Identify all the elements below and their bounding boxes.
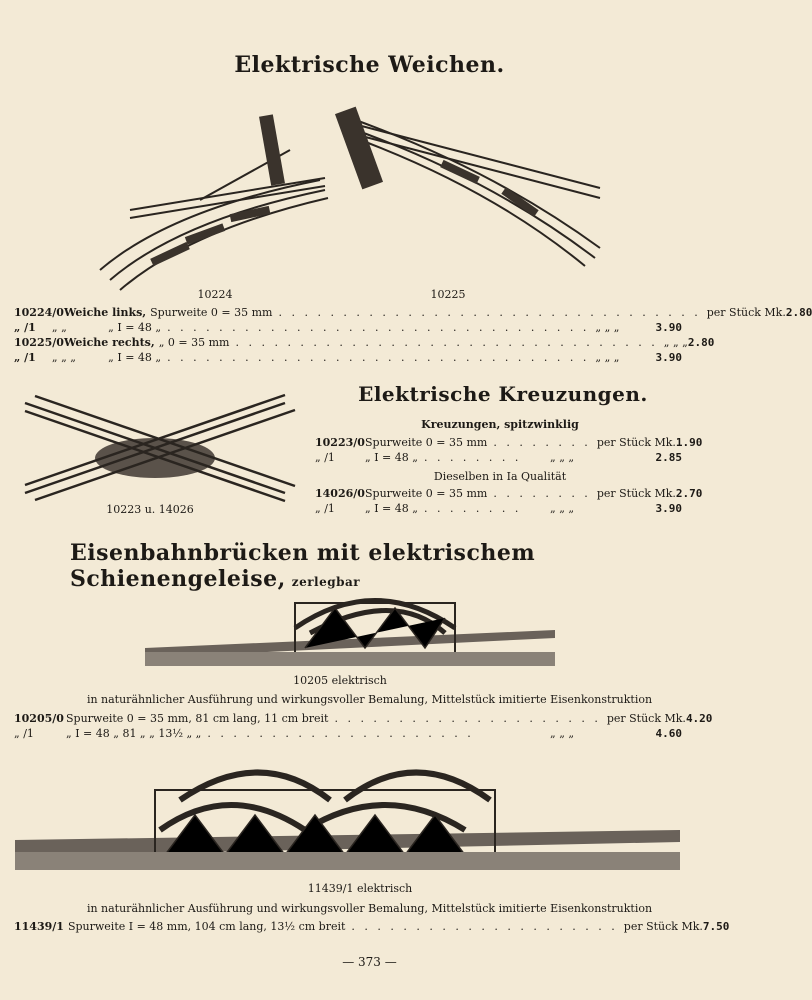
price-row: „ /1 „ „ „ „ I = 48 „ . . . . . . . . . . . . . . . . . . . . . . . . . . . . . . . . . „ „ „ 3.90 [14,351,682,364]
caption-crossing: 10223 u. 14026 [106,503,194,516]
page-number: — 373 — [342,955,397,969]
weichen-heading: Elektrische Weichen. [234,52,505,78]
bruecken-title-suffix: zerlegbar [291,575,361,589]
price-value: 4.20 [685,712,713,725]
article-number: 11439/1 [14,920,64,933]
price-row: „ /1 „ I = 48 „ . . . . . . . . „ „ „ 2.85 [315,451,682,464]
price-value: 3.90 [655,321,682,334]
switch-lever-icon [335,107,383,190]
article-spec: Spurweite 0 = 35 mm [150,306,273,319]
article-name: Weiche links, [63,306,147,319]
price-value: 2.70 [675,487,703,500]
price-unit: per Stück Mk. [623,920,703,933]
article-number: „ /1 [315,451,335,464]
price-row: 10223/0 Spurweite 0 = 35 mm . . . . . . . . per Stück Mk. 1.90 [315,436,703,449]
price-value: 3.90 [655,351,682,364]
kreuzungen-heading: Elektrische Kreuzungen. [358,382,648,406]
caption-bridge-10205: 10205 elektrisch [293,674,387,687]
article-spec: Spurweite 0 = 35 mm, 81 cm lang, 11 cm breit [66,712,329,725]
article-spec: Spurweite I = 48 mm, 104 cm lang, 13½ cm breit [67,920,346,933]
article-spec: „ 0 = 35 mm [158,336,230,349]
price-unit: per Stück Mk. [706,306,786,319]
bridge-10205-illustration [145,578,555,670]
article-number: 10224/0 [14,306,64,319]
crossing-subheading: Kreuzungen, spitzwinklig [421,418,579,431]
crossing-subheading-quality: Dieselben in Ia Qualität [433,470,567,483]
price-unit: „ „ „ [550,727,575,740]
crossing-illustration [15,388,300,503]
article-name: „ „ [51,321,67,334]
article-number: „ /1 [14,351,36,364]
article-number: 10223/0 [315,436,365,449]
article-spec: „ I = 48 „ [108,351,162,364]
price-value: 1.90 [675,436,703,449]
article-number: 10225/0 [14,336,64,349]
bridge-11439-description: in naturähnlicher Ausführung und wirkungsvoller Bemalung, Mittelstück imitierte Eisenkonstruktion [86,902,653,915]
price-row: 14026/0 Spurweite 0 = 35 mm . . . . . . . . per Stück Mk. 2.70 [315,487,703,500]
price-row: 10205/0 Spurweite 0 = 35 mm, 81 cm lang, 11 cm breit . . . . . . . . . . . . . . . . . . . . . per Stück Mk. 4.20 [14,712,713,725]
caption-10225: 10225 [430,288,466,301]
price-row: „ /1 „ „ „ I = 48 „ . . . . . . . . . . . . . . . . . . . . . . . . . . . . . . . . . „ „ „ 3.90 [14,321,682,334]
article-name: Weiche rechts, [63,336,155,349]
price-row: 11439/1 Spurweite I = 48 mm, 104 cm lang, 13½ cm breit . . . . . . . . . . . . . . . . . . . . . per Stück Mk. 7.50 [14,920,730,933]
price-unit: „ „ „ [550,502,575,515]
article-spec: „ I = 48 „ 81 „ „ 13½ „ „ [66,727,202,740]
price-row: „ /1 „ I = 48 „ 81 „ „ 13½ „ „ . . . . . . . . . . . . . . . . . . . . . „ „ „ 4.60 [14,727,682,740]
article-number: 10205/0 [14,712,64,725]
price-unit: „ „ „ [595,321,620,334]
price-value: 2.80 [785,306,812,319]
price-unit: per Stück Mk. [596,487,676,500]
caption-10224: 10224 [197,288,233,301]
price-value: 2.85 [655,451,682,464]
article-number: „ /1 [315,502,335,515]
article-number: „ /1 [14,727,34,740]
bridge-11439-illustration [15,760,680,880]
article-spec: Spurweite 0 = 35 mm [365,487,488,500]
price-unit: „ „ „ [663,336,688,349]
caption-bridge-11439: 11439/1 elektrisch [307,882,413,895]
article-name: „ „ „ [51,351,76,364]
price-unit: per Stück Mk. [606,712,686,725]
article-spec: „ I = 48 „ [365,502,418,515]
switch-lever-icon [259,114,285,185]
article-number: 14026/0 [315,487,365,500]
price-unit: „ „ „ [550,451,575,464]
price-row: 10224/0 Weiche links, Spurweite 0 = 35 mm . . . . . . . . . . . . . . . . . . . . . . . . . . . . . . . . . per Stück Mk. 2.80 [14,306,812,319]
switch-right-illustration [340,88,610,273]
article-spec: „ I = 48 „ [108,321,162,334]
bruecken-title: Eisenbahnbrücken mit elektrischem Schienengeleise, [70,540,536,592]
price-value: 2.80 [687,336,715,349]
price-row: „ /1 „ I = 48 „ . . . . . . . . „ „ „ 3.90 [315,502,682,515]
article-spec: Spurweite 0 = 35 mm [365,436,488,449]
price-row: 10225/0 Weiche rechts, „ 0 = 35 mm . . . . . . . . . . . . . . . . . . . . . . . . . . . . . . . . . „ „ „ 2.80 [14,336,715,349]
article-spec: „ I = 48 „ [365,451,418,464]
switch-left-illustration [90,100,330,290]
price-unit: per Stück Mk. [596,436,676,449]
price-value: 7.50 [702,920,730,933]
price-value: 3.90 [655,502,682,515]
price-unit: „ „ „ [595,351,620,364]
bridge-10205-description: in naturähnlicher Ausführung und wirkungsvoller Bemalung, Mittelstück imitierte Eisenkonstruktion [86,693,653,706]
price-value: 4.60 [655,727,682,740]
article-number: „ /1 [14,321,36,334]
